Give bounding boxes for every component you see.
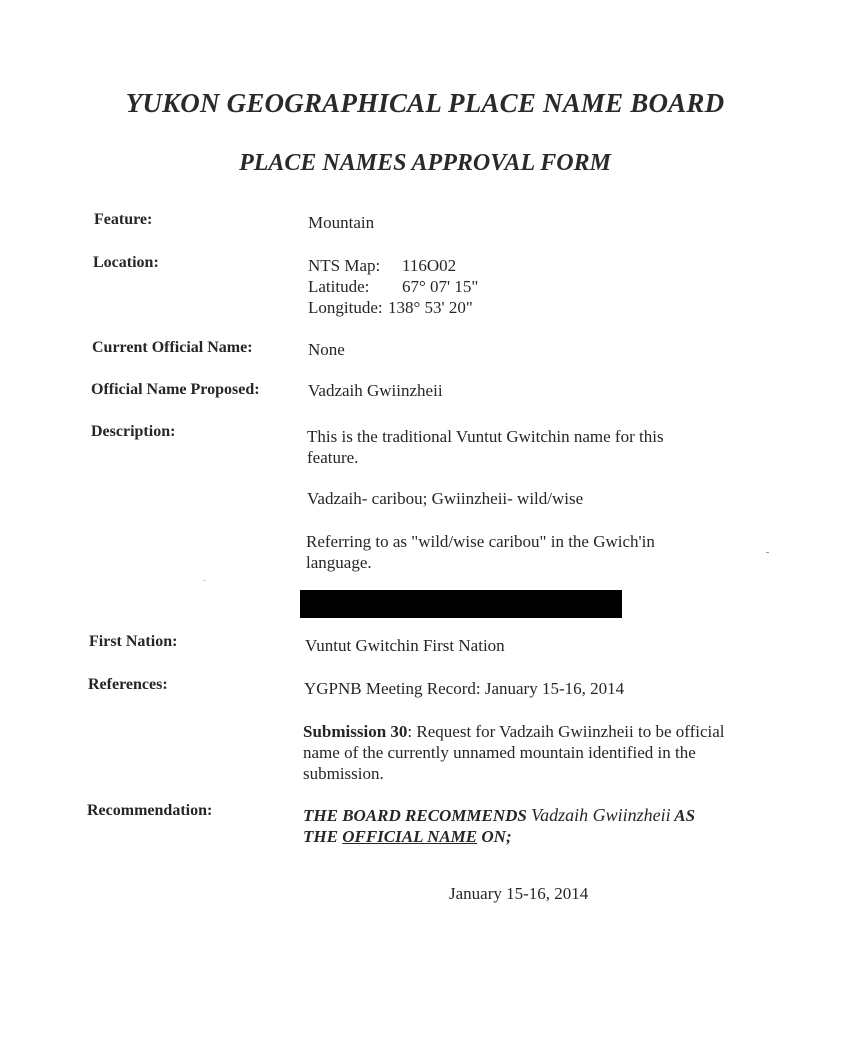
official-name-proposed-label: Official Name Proposed: xyxy=(91,381,260,398)
latitude-row xyxy=(308,276,478,297)
meeting-record-reference: YGPNB Meeting Record: January 15-16, 2014 xyxy=(304,679,625,698)
description-paragraph-3: Referring to as "wild/wise caribou" in the Gwich'in language. xyxy=(306,532,655,572)
recommendation-statement xyxy=(303,805,763,847)
first-nation-value: Vuntut Gwitchin First Nation xyxy=(305,636,505,655)
longitude-key: Longitude: xyxy=(308,298,383,317)
description-paragraph-2: Vadzaih- caribou; Gwiinzheii- wild/wise xyxy=(307,489,584,508)
submission-text: : Request for Vadzaih Gwiinzheii to be official name of the currently unnamed mountain identified in the submission. xyxy=(303,722,725,783)
current-official-name-label: Current Official Name: xyxy=(92,339,253,356)
references-label: References: xyxy=(88,676,168,693)
location-block xyxy=(308,255,478,318)
current-official-name-value: None xyxy=(308,340,345,359)
redaction-bar xyxy=(300,590,622,618)
recommended-name: Vadzaih Gwiinzheii xyxy=(531,805,671,825)
longitude-row xyxy=(308,297,478,318)
form-title: PLACE NAMES APPROVAL FORM xyxy=(239,150,611,176)
recommendation-lead: THE BOARD RECOMMENDS xyxy=(303,806,532,825)
recommendation-on: ON; xyxy=(477,827,512,846)
latitude-key: Latitude: xyxy=(308,277,370,296)
recommendation-as: AS xyxy=(670,806,696,825)
submission-number: Submission 30 xyxy=(303,722,408,741)
nts-map-row xyxy=(308,255,478,276)
description-label: Description: xyxy=(91,423,176,440)
recommendation-label: Recommendation: xyxy=(87,802,213,819)
recommendation-the: THE xyxy=(303,827,343,846)
nts-map-value: 116O02 xyxy=(402,256,457,275)
scan-speck xyxy=(766,552,769,553)
description-paragraph-1: This is the traditional Vuntut Gwitchin name for this feature. xyxy=(307,427,664,467)
scan-speck xyxy=(203,580,206,581)
nts-map-key: NTS Map: xyxy=(308,256,381,275)
longitude-value: 138° 53' 20" xyxy=(388,298,473,317)
recommendation-line-1 xyxy=(303,805,763,826)
approval-date: January 15-16, 2014 xyxy=(449,884,589,903)
official-name-underlined: OFFICIAL NAME xyxy=(342,827,478,846)
first-nation-label: First Nation: xyxy=(89,633,178,650)
location-label: Location: xyxy=(93,254,159,271)
official-name-proposed-value: Vadzaih Gwiinzheii xyxy=(308,381,443,400)
feature-value: Mountain xyxy=(308,213,375,232)
submission-reference xyxy=(303,721,748,784)
recommendation-line-2 xyxy=(303,826,763,847)
board-title: YUKON GEOGRAPHICAL PLACE NAME BOARD xyxy=(125,88,725,118)
feature-label: Feature: xyxy=(94,211,153,228)
latitude-value: 67° 07' 15" xyxy=(402,277,479,296)
